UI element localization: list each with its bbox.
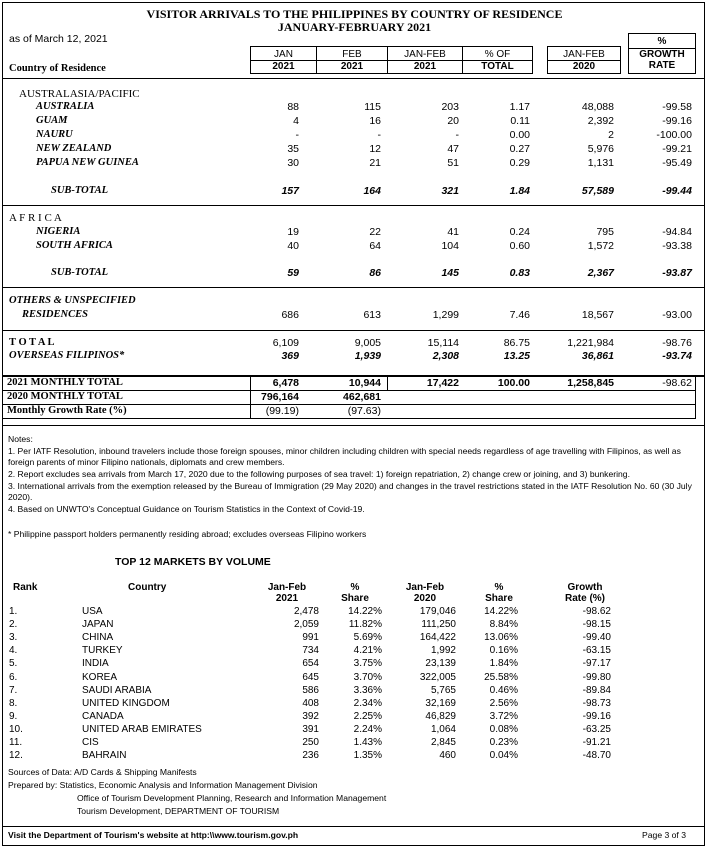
cell-feb: (97.63)	[347, 405, 381, 417]
janfeb-2021-cell: 991	[302, 632, 319, 644]
rank-cell: 2.	[9, 619, 18, 631]
cell-janfeb-2020: 1,572	[587, 240, 614, 252]
cell-janfeb-2021: 17,422	[426, 377, 459, 389]
janfeb-2021-cell: 408	[302, 697, 319, 709]
country-cell: TURKEY	[82, 645, 123, 657]
cell-feb-2021: 16	[369, 115, 381, 127]
cell-janfeb-2021: 145	[441, 267, 459, 279]
subtotal-row	[0, 185, 709, 198]
janfeb-2020-cell: 1,064	[430, 723, 456, 735]
top12-header-growth	[555, 582, 615, 604]
janfeb-2020-cell: 23,139	[425, 658, 456, 670]
cell-feb: 462,681	[343, 391, 381, 403]
cell-janfeb-2021: 51	[447, 157, 459, 169]
cell-pct-total: 7.46	[509, 309, 530, 321]
cell-jan: (99.19)	[265, 405, 299, 417]
growth-cell: -63.25	[582, 723, 611, 735]
table-row	[0, 619, 709, 632]
col-header-top: JAN	[274, 49, 293, 60]
janfeb-2020-cell: 460	[439, 750, 456, 762]
col-header-top: JAN-FEB	[404, 49, 446, 60]
cell-feb-2021: -	[377, 129, 381, 141]
country-label: GUAM	[36, 115, 68, 126]
region-row	[0, 88, 709, 101]
footer-divider	[3, 826, 704, 827]
rank-cell: 5.	[9, 658, 18, 670]
janfeb-2021-cell: 391	[302, 723, 319, 735]
share-2021-cell: 1.35%	[353, 750, 382, 762]
row-label: 2021 MONTHLY TOTAL	[7, 377, 123, 388]
country-cell: SAUDI ARABIA	[82, 684, 152, 696]
cell-growth: -93.87	[662, 267, 692, 279]
cell-janfeb-2020: 1,221,984	[567, 337, 614, 349]
share-2020-cell: 1.84%	[489, 658, 518, 670]
table-row	[0, 672, 709, 685]
cell-janfeb-2020: 1,258,845	[567, 377, 614, 389]
cell-pct-total: 0.83	[509, 267, 530, 279]
table-row	[0, 115, 709, 128]
cell-janfeb-2020: 1,131	[587, 157, 614, 169]
cell-growth: -100.00	[656, 129, 692, 141]
janfeb-2020-cell: 322,005	[419, 671, 456, 683]
share-2020-cell: 0.08%	[489, 723, 518, 735]
table-row	[0, 101, 709, 114]
cell-janfeb-2021: 203	[441, 101, 459, 113]
table-row	[0, 240, 709, 253]
cell-jan-2021: 30	[287, 157, 299, 169]
country-label: NAURU	[36, 129, 73, 140]
cell-growth: -99.21	[662, 143, 692, 155]
janfeb-2021-cell: 250	[302, 737, 319, 748]
cell-jan-2021: 4	[293, 115, 299, 127]
country-label: PAPUA NEW GUINEA	[36, 157, 139, 168]
asterisk-note: * Philippine passport holders permanently residing abroad; excludes overseas Filipino workers	[8, 529, 367, 539]
table-row	[0, 711, 709, 724]
growth-cell: -97.17	[582, 658, 611, 670]
cell-jan-2021: 6,478	[272, 377, 299, 389]
sources-line-1: Sources of Data: A/D Cards & Shipping Manifests	[8, 767, 197, 777]
country-cell: KOREA	[82, 671, 118, 683]
cell-feb-2021: 64	[369, 240, 381, 252]
subtotal-label: SUB-TOTAL	[51, 185, 108, 196]
rank-cell: 1.	[9, 606, 18, 617]
total-label: T O T A L	[9, 337, 55, 348]
report-title-line1: VISITOR ARRIVALS TO THE PHILIPPINES BY COUNTRY OF RESIDENCE	[146, 7, 563, 21]
cell-growth: -93.38	[662, 240, 692, 252]
janfeb-2020-cell: 5,765	[430, 684, 456, 696]
growth-cell: -48.70	[582, 750, 611, 762]
growth-cell: -63.15	[582, 645, 611, 657]
cell-janfeb-2020: 2,367	[587, 267, 614, 279]
col-header-janfeb-2021	[387, 46, 463, 74]
header-line: Jan-Feb	[267, 582, 307, 593]
col-header-top: % OF	[484, 49, 511, 60]
header-line: 2020	[413, 593, 437, 604]
subtotal-row	[0, 267, 709, 280]
ofw-label: OVERSEAS FILIPINOS*	[9, 350, 125, 361]
growth-cell: -99.80	[582, 671, 611, 683]
table-row	[0, 143, 709, 156]
region-label: OTHERS & UNSPECIFIED	[9, 295, 136, 306]
report-title-line2: JANUARY-FEBRUARY 2021	[277, 20, 432, 34]
country-cell: CANADA	[82, 710, 124, 722]
janfeb-2020-cell: 46,829	[425, 710, 456, 722]
cell-janfeb-2020: 5,976	[587, 143, 614, 155]
cell-jan: 796,164	[261, 391, 299, 403]
region-label: AUSTRALASIA/PACIFIC	[19, 88, 140, 100]
total-row	[0, 337, 709, 350]
cell-pct-total: 100.00	[497, 377, 530, 389]
notes-heading: Notes:	[8, 434, 33, 444]
cell-jan-2021: 40	[287, 240, 299, 252]
cell-growth: -98.76	[662, 337, 692, 349]
cell-janfeb-2021: 1,299	[432, 309, 459, 321]
cell-jan-2021: -	[295, 129, 299, 141]
growth-cell: -91.21	[582, 737, 611, 748]
growth-cell: -99.16	[582, 710, 611, 722]
col-header-bottom: 2021	[388, 60, 462, 73]
cell-janfeb-2020: 57,589	[581, 185, 614, 197]
cell-pct-total: 13.25	[503, 350, 530, 362]
share-2020-cell: 8.84%	[489, 619, 518, 631]
cell-feb-2021: 115	[364, 101, 381, 113]
table-row	[0, 737, 709, 750]
region-row	[0, 295, 709, 308]
country-cell: USA	[82, 606, 103, 617]
cell-feb-2021: 22	[369, 226, 381, 238]
note-2: 2. Report excludes sea arrivals from March 17, 2020 due to the following purposes of sea travel: 1) foreign repatriation, 2) change crew or joining, and 3) bunkering.	[8, 469, 630, 479]
row-label: Monthly Growth Rate (%)	[7, 405, 127, 416]
region-label: RESIDENCES	[22, 309, 88, 320]
janfeb-2020-cell: 32,169	[425, 697, 456, 709]
janfeb-2020-cell: 179,046	[419, 606, 456, 617]
cell-janfeb-2021: 41	[447, 226, 459, 238]
region-row	[0, 212, 709, 225]
monthly-box-bottom	[3, 418, 696, 419]
rank-cell: 3.	[9, 632, 18, 644]
janfeb-2020-cell: 111,250	[421, 619, 456, 631]
share-2020-cell: 13.06%	[484, 632, 518, 644]
rank-cell: 6.	[9, 671, 18, 683]
janfeb-2021-cell: 2,059	[293, 619, 319, 631]
col-header-top: FEB	[342, 49, 362, 60]
cell-jan-2021: 369	[281, 350, 299, 362]
cell-janfeb-2021: 20	[447, 115, 459, 127]
row-label: 2020 MONTHLY TOTAL	[7, 391, 123, 402]
country-cell: UNITED ARAB EMIRATES	[82, 723, 202, 735]
cell-growth: -95.49	[662, 157, 692, 169]
cell-pct-total: 1.84	[509, 185, 530, 197]
table-row	[0, 606, 709, 619]
top12-title: TOP 12 MARKETS BY VOLUME	[115, 556, 271, 568]
cell-janfeb-2021: 104	[441, 240, 459, 252]
sources-line-3: Office of Tourism Development Planning, Research and Information Management	[77, 793, 387, 803]
region-label: A F R I C A	[9, 212, 62, 224]
janfeb-2021-cell: 734	[302, 645, 319, 657]
overseas-filipinos-row	[0, 350, 709, 363]
cell-janfeb-2020: 18,567	[581, 309, 614, 321]
cell-growth: -98.62	[662, 377, 692, 389]
cell-feb-2021: 9,005	[354, 337, 381, 349]
cell-growth: -94.84	[662, 226, 692, 238]
cell-janfeb-2021: 47	[447, 143, 459, 155]
section-divider	[3, 330, 704, 331]
share-2021-cell: 11.82%	[348, 619, 382, 631]
share-2021-cell: 2.34%	[353, 697, 382, 709]
cell-janfeb-2020: 795	[596, 226, 614, 238]
cell-jan-2021: 88	[287, 101, 299, 113]
cell-pct-total: 0.60	[509, 240, 530, 252]
share-2021-cell: 3.36%	[353, 684, 382, 696]
cell-pct-total: 0.29	[509, 157, 530, 169]
note-3: 3. International arrivals from the exemption released by the Bureau of Immigration (29 May 2020) and changes in the travel restrictions stated in the IATF Resolution No. 60 (30 July 2020).	[8, 481, 692, 502]
cell-pct-total: 86.75	[503, 337, 530, 349]
header-line: Rate (%)	[564, 593, 605, 604]
col-header-janfeb-2020	[547, 46, 621, 74]
growth-cell: -98.15	[582, 619, 611, 631]
share-2021-cell: 2.24%	[353, 723, 382, 735]
col-header-feb-2021	[316, 46, 388, 74]
website-link[interactable]: Visit the Department of Tourism's website at http:\\www.tourism.gov.ph	[8, 830, 299, 840]
cell-feb-2021: 10,944	[348, 377, 381, 389]
country-label: SOUTH AFRICA	[36, 240, 113, 251]
cell-jan-2021: 19	[287, 226, 299, 238]
share-2020-cell: 0.04%	[489, 750, 518, 762]
cell-jan-2021: 59	[287, 267, 299, 279]
cell-growth: -93.00	[662, 309, 692, 321]
note-4: 4. Based on UNWTO's Conceptual Guidance on Tourism Statistics in the Context of Covid-19.	[8, 504, 365, 514]
rank-cell: 10.	[9, 723, 23, 735]
col-header-growth-rate	[628, 33, 696, 74]
janfeb-2021-cell: 392	[302, 710, 319, 722]
page-number: Page 3 of 3	[642, 830, 686, 840]
growth-cell: -98.62	[582, 606, 611, 617]
rank-cell: 7.	[9, 684, 18, 696]
monthly-total-2021-row	[0, 377, 709, 390]
table-row	[0, 750, 709, 763]
subtotal-label: SUB-TOTAL	[51, 267, 108, 278]
rank-cell: 4.	[9, 645, 18, 657]
col-header-top: %	[657, 36, 667, 47]
country-of-residence-header: Country of Residence	[9, 63, 106, 74]
col-header-bottom: 2020	[548, 60, 620, 73]
share-2021-cell: 4.21%	[353, 645, 382, 657]
country-cell: INDIA	[82, 658, 109, 670]
share-2020-cell: 0.16%	[489, 645, 518, 657]
cell-pct-total: 0.11	[510, 115, 530, 127]
notes-divider	[3, 425, 704, 426]
janfeb-2021-cell: 654	[302, 658, 319, 670]
cell-janfeb-2021: -	[455, 129, 459, 141]
growth-cell: -98.73	[582, 697, 611, 709]
janfeb-2021-cell: 586	[302, 684, 319, 696]
header-line: Share	[341, 593, 369, 604]
as-of-date: as of March 12, 2021	[9, 33, 108, 45]
sources-line-4: Tourism Development, DEPARTMENT OF TOURISM	[77, 806, 280, 816]
janfeb-2021-cell: 2,478	[293, 606, 319, 617]
sources-line-2: Prepared by: Statistics, Economic Analysis and Information Management Division	[8, 780, 318, 790]
col-header-jan-2021	[250, 46, 317, 74]
cell-growth: -99.16	[662, 115, 692, 127]
growth-cell: -89.84	[582, 684, 611, 696]
top12-header-janfeb21	[257, 582, 317, 604]
monthly-total-2020-row	[0, 391, 709, 404]
section-divider	[3, 287, 704, 288]
col-header-bottom: 2021	[317, 60, 387, 73]
share-2020-cell: 25.58%	[484, 671, 518, 683]
janfeb-2020-cell: 2,845	[430, 737, 456, 748]
header-line: Jan-Feb	[405, 582, 445, 593]
growth-cell: -99.40	[582, 632, 611, 644]
rank-cell: 11.	[9, 737, 23, 748]
country-cell: JAPAN	[82, 619, 114, 631]
table-row	[0, 685, 709, 698]
col-header-top: JAN-FEB	[563, 49, 605, 60]
col-header-bottom: RATE	[648, 60, 676, 71]
cell-feb-2021: 613	[363, 309, 381, 321]
cell-janfeb-2021: 321	[441, 185, 459, 197]
col-header-pct-total	[462, 46, 533, 74]
share-2021-cell: 3.70%	[353, 671, 382, 683]
country-label: NEW ZEALAND	[36, 143, 112, 154]
top12-header-janfeb20	[395, 582, 455, 604]
table-row	[0, 157, 709, 170]
share-2020-cell: 2.56%	[489, 697, 518, 709]
cell-growth: -99.58	[662, 101, 692, 113]
share-2021-cell: 14.22%	[348, 606, 382, 617]
janfeb-2020-cell: 164,422	[419, 632, 456, 644]
cell-janfeb-2021: 15,114	[427, 337, 459, 349]
top12-header-rank: Rank	[13, 582, 38, 593]
table-row	[0, 724, 709, 737]
table-row	[0, 645, 709, 658]
header-line: 2021	[275, 593, 299, 604]
cell-jan-2021: 6,109	[272, 337, 299, 349]
table-row	[0, 698, 709, 711]
table-row	[0, 309, 709, 322]
cell-pct-total: 0.27	[509, 143, 530, 155]
top12-header-share21	[330, 582, 380, 604]
country-cell: CHINA	[82, 632, 114, 644]
header-line: Growth	[567, 582, 603, 593]
section-divider	[3, 205, 704, 206]
cell-pct-total: 0.00	[509, 129, 530, 141]
note-1: 1. Per IATF Resolution, inbound travelers include those foreign spouses, minor children including children with special needs regardless of age travelling with Filipinos, as well as foreign parents of minor Filipino nationals, diplomats and crew members.	[8, 446, 681, 467]
cell-feb-2021: 164	[363, 185, 381, 197]
cell-janfeb-2020: 2	[608, 129, 614, 141]
cell-pct-total: 0.24	[509, 226, 530, 238]
country-label: NIGERIA	[36, 226, 81, 237]
col-header-middle: GROWTH	[629, 48, 695, 60]
cell-jan-2021: 157	[281, 185, 299, 197]
header-line: %	[350, 582, 360, 593]
share-2021-cell: 3.75%	[353, 658, 382, 670]
header-line: %	[494, 582, 504, 593]
header-line: Share	[485, 593, 513, 604]
cell-jan-2021: 35	[287, 143, 299, 155]
janfeb-2021-cell: 236	[302, 750, 319, 762]
share-2021-cell: 2.25%	[353, 710, 382, 722]
table-row	[0, 658, 709, 671]
col-header-bottom: 2021	[251, 60, 316, 73]
top12-header-share20	[474, 582, 524, 604]
cell-feb-2021: 12	[369, 143, 381, 155]
share-2020-cell: 0.46%	[489, 684, 518, 696]
rank-cell: 12.	[9, 750, 23, 762]
share-2021-cell: 1.43%	[353, 737, 382, 748]
monthly-growth-row	[0, 405, 709, 418]
cell-feb-2021: 1,939	[354, 350, 381, 362]
cell-jan-2021: 686	[281, 309, 299, 321]
cell-feb-2021: 21	[369, 157, 381, 169]
cell-janfeb-2021: 2,308	[432, 350, 459, 362]
share-2020-cell: 3.72%	[489, 710, 518, 722]
cell-janfeb-2020: 2,392	[587, 115, 614, 127]
cell-feb-2021: 86	[369, 267, 381, 279]
cell-janfeb-2020: 48,088	[581, 101, 614, 113]
header-divider	[3, 78, 704, 79]
cell-janfeb-2020: 36,861	[581, 350, 614, 362]
share-2020-cell: 14.22%	[484, 606, 518, 617]
top12-header-country: Country	[128, 582, 167, 593]
share-2020-cell: 0.23%	[489, 737, 518, 748]
rank-cell: 9.	[9, 710, 18, 722]
col-header-bottom: TOTAL	[463, 60, 532, 73]
janfeb-2020-cell: 1,992	[430, 645, 456, 657]
country-cell: CIS	[82, 737, 99, 748]
country-cell: BAHRAIN	[82, 750, 127, 762]
cell-growth: -99.44	[662, 185, 692, 197]
rank-cell: 8.	[9, 697, 18, 709]
country-label: AUSTRALIA	[36, 101, 95, 112]
cell-growth: -93.74	[662, 350, 692, 362]
share-2021-cell: 5.69%	[353, 632, 382, 644]
table-row	[0, 226, 709, 239]
country-cell: UNITED KINGDOM	[82, 697, 170, 709]
janfeb-2021-cell: 645	[302, 671, 319, 683]
cell-pct-total: 1.17	[509, 101, 530, 113]
table-row	[0, 129, 709, 142]
table-row	[0, 632, 709, 645]
